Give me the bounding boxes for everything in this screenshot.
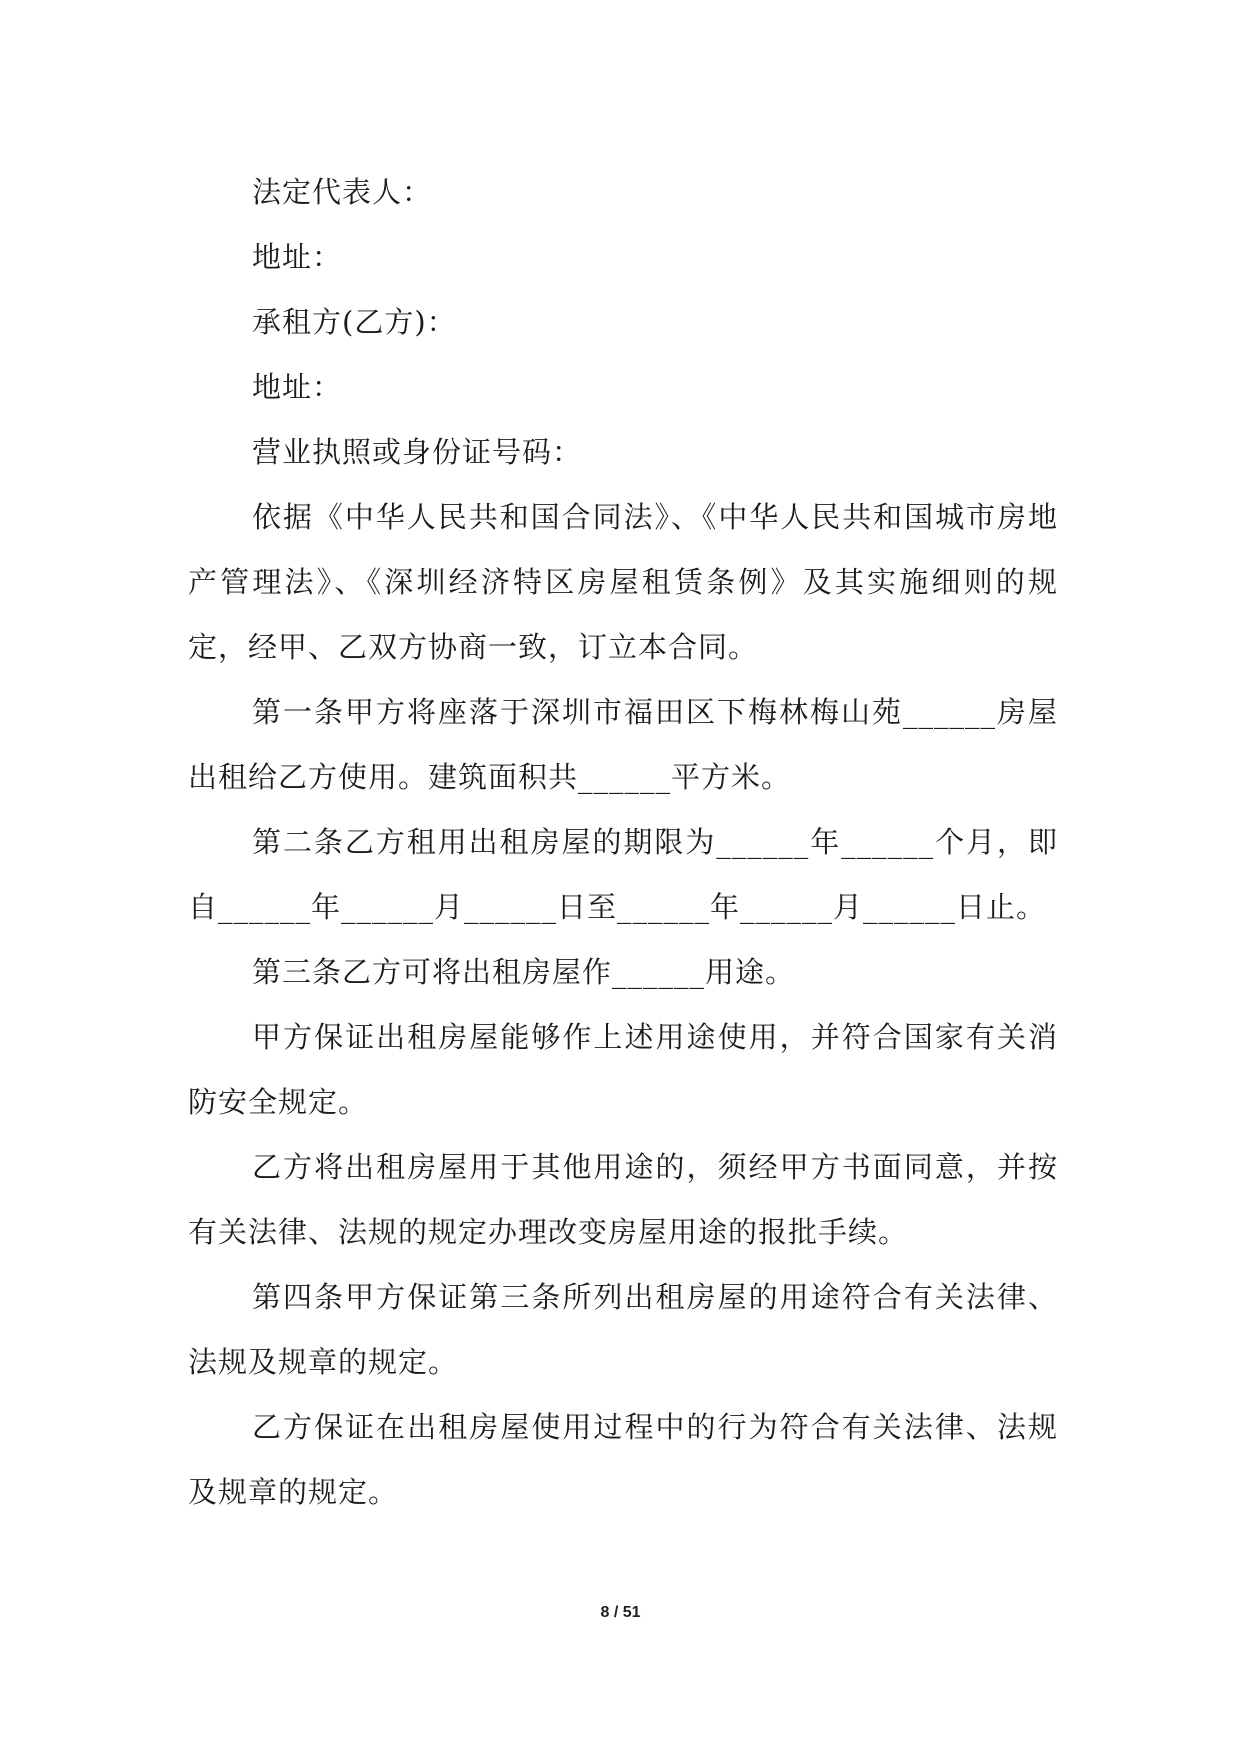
change-of-use-paragraph: 乙方将出租房屋用于其他用途的，须经甲方书面同意，并按有关法律、法规的规定办理改变房屋用途的报批手续。	[188, 1150, 1058, 1249]
lessor-address-line: 地址：	[252, 240, 343, 274]
lessee-line: 承租方(乙方)：	[252, 305, 457, 339]
document-body	[188, 160, 1058, 1525]
article-4-paragraph: 第四条甲方保证第三条所列出租房屋的用途符合有关法律、法规及规章的规定。	[188, 1280, 1058, 1379]
license-id-line: 营业执照或身份证号码：	[252, 435, 583, 469]
legal-representative-line: 法定代表人：	[252, 175, 433, 209]
fire-safety-paragraph: 甲方保证出租房屋能够作上述用途使用，并符合国家有关消防安全规定。	[188, 1020, 1058, 1119]
article-2-paragraph: 第二条乙方租用出租房屋的期限为______年______个月，即自______年______月______日至______年______月______日止。	[188, 825, 1058, 924]
lessee-compliance-paragraph: 乙方保证在出租房屋使用过程中的行为符合有关法律、法规及规章的规定。	[188, 1410, 1058, 1509]
lessee-address-line: 地址：	[252, 370, 343, 404]
article-1-paragraph: 第一条甲方将座落于深圳市福田区下梅林梅山苑______房屋出租给乙方使用。建筑面积共______平方米。	[188, 695, 1058, 794]
legal-basis-paragraph: 依据《中华人民共和国合同法》、《中华人民共和国城市房地产管理法》、《深圳经济特区房屋租赁条例》及其实施细则的规定，经甲、乙双方协商一致，订立本合同。	[188, 500, 1058, 664]
article-3-paragraph: 第三条乙方可将出租房屋作______用途。	[252, 955, 796, 989]
page-number: 8 / 51	[600, 1604, 641, 1621]
